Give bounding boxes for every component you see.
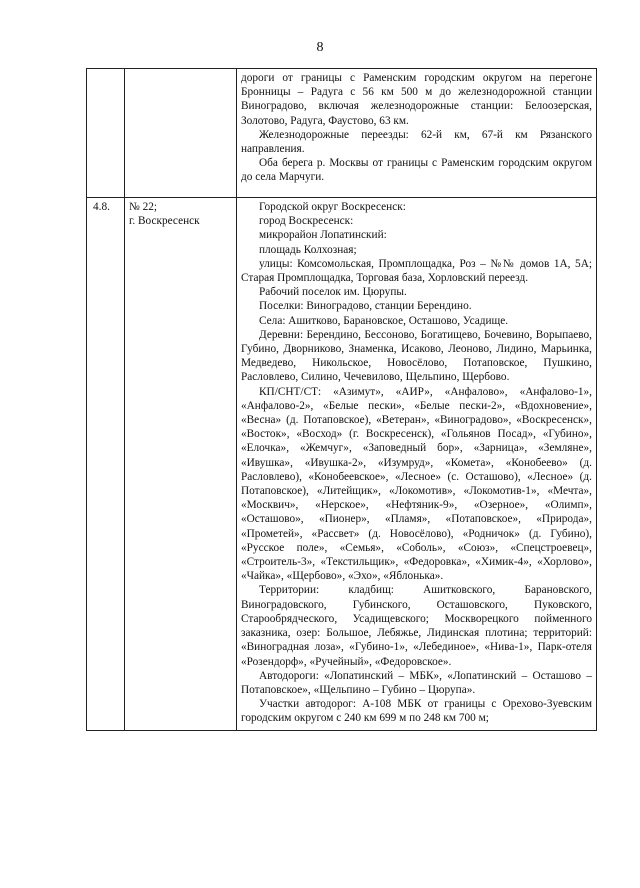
description-paragraph: Автодороги: «Лопатинский – МБК», «Лопатинский – Осташово – Потаповское», «Щельпино – Губино – Цюрупа».	[241, 669, 592, 696]
description-paragraph: площадь Колхозная;	[259, 243, 357, 256]
description-paragraph: Участки автодорог: А-108 МБК от границы с Орехово-Зуевским городским округом с 240 км 699 м по 248 км 700 м;	[241, 698, 592, 725]
district-name-line: № 22;	[129, 201, 158, 213]
district-name-cell	[125, 69, 237, 198]
description-paragraph: Поселки: Виноградово, станции Берендино.	[259, 300, 472, 313]
district-table	[86, 68, 597, 731]
description-paragraph: Городской округ Воскресенск:	[259, 201, 406, 213]
row-number-cell: 4.8.	[87, 198, 125, 731]
description-paragraph: улицы: Комсомольская, Промплощадка, Роз – №№ домов 1А, 5А; Старая Промплощадка, Торговая база, Хорловский переезд.	[241, 257, 592, 285]
boundary-description-cell	[237, 198, 597, 731]
description-paragraph: Железнодорожные переезды: 62-й км, 67-й км Рязанского направления.	[241, 128, 592, 156]
table-row	[87, 69, 597, 198]
district-name-line: г. Воскресенск	[129, 215, 200, 228]
description-paragraph: КП/СНТ/СТ: «Азимут», «АИР», «Анфалово», «Анфалово-1», «Анфалово-2», «Белые пески», «Белые пески-2», «Вдохновение», «Весна» (д. Потаповское), «Ветеран», «Виноградово», «Воскресенск», «Восток», «Восход» (г. Воскресенск), «Гольянов Посад», «Губино», «Елочка», «Жемчуг», «Заповедный бор», «Зарница», «Земляне», «Ивушка», «Ивушка-2», «Изумруд», «Комета», «Конобеево» (д. Расловлево), «Конобеевское», «Лесное» (с. Осташово), «Лесное» (д. Потаповское), «Литейщик», «Локомотив», «Локомотив-1», «Мечта», «Москвич», «Нерское», «Нефтяник-9», «Озерное», «Олимп», «Осташово», «Пионер», «Пламя», «Потаповское», «Природа», «Прометей», «Рассвет» (д. Новосёлово), «Родничок» (д. Губино), «Русское поле», «Семья», «Соболь», «Союз», «Спецстроевец», «Строитель-3», «Текстильщик», «Федоровка», «Химик-4», «Хорлово», «Чайка», «Щербово», «Эхо», «Яблонька».	[241, 385, 592, 583]
page-number: 8	[316, 40, 324, 55]
description-paragraph: дороги от границы с Раменским городским округом на перегоне Бронницы – Радуга с 56 км 500 м до железнодорожной станции Виноградово, включая железнодорожные станции: Белоозерская, Золотово, Радуга, Фаустово, 63 км.	[241, 72, 592, 127]
description-paragraph: Рабочий поселок им. Цюрупы.	[259, 286, 407, 299]
description-paragraph: город Воскресенск:	[259, 215, 354, 228]
row-number-cell	[87, 69, 125, 198]
description-paragraph: микрорайон Лопатинский:	[259, 229, 387, 242]
table-row	[87, 198, 597, 731]
description-paragraph: Деревни: Берендино, Бессоново, Богатищево, Бочевино, Ворыпаево, Губино, Дворниково, Знаменка, Исаково, Леоново, Лидино, Марьинка, Медведево, Никольское, Новосёлово, Потаповское, Пушкино, Расловлево, Силино, Чечевилово, Щельпино, Щербово.	[241, 328, 592, 384]
table-body	[87, 69, 597, 731]
boundary-description-cell	[237, 69, 597, 198]
description-paragraph: Оба берега р. Москвы от границы с Раменским городским округом до села Марчуги.	[241, 157, 592, 184]
district-name-cell	[125, 198, 237, 731]
description-paragraph: Территории: кладбищ: Ашитковского, Барановского, Виноградовского, Губинского, Осташовского, Пуковского, Старообрядческого, Усадищевского; Москворецкого пойменного заказника, озер: Большое, Лебяжье, Лидинская плотина; территорий: «Виноградная лоза», «Губино-1», «Лебединое», «Нива-1», Парк-отеля «Розендорф», «Ручейный», «Федоровское».	[241, 584, 592, 668]
description-paragraph: Села: Ашитково, Барановское, Осташово, Усадище.	[259, 314, 509, 327]
